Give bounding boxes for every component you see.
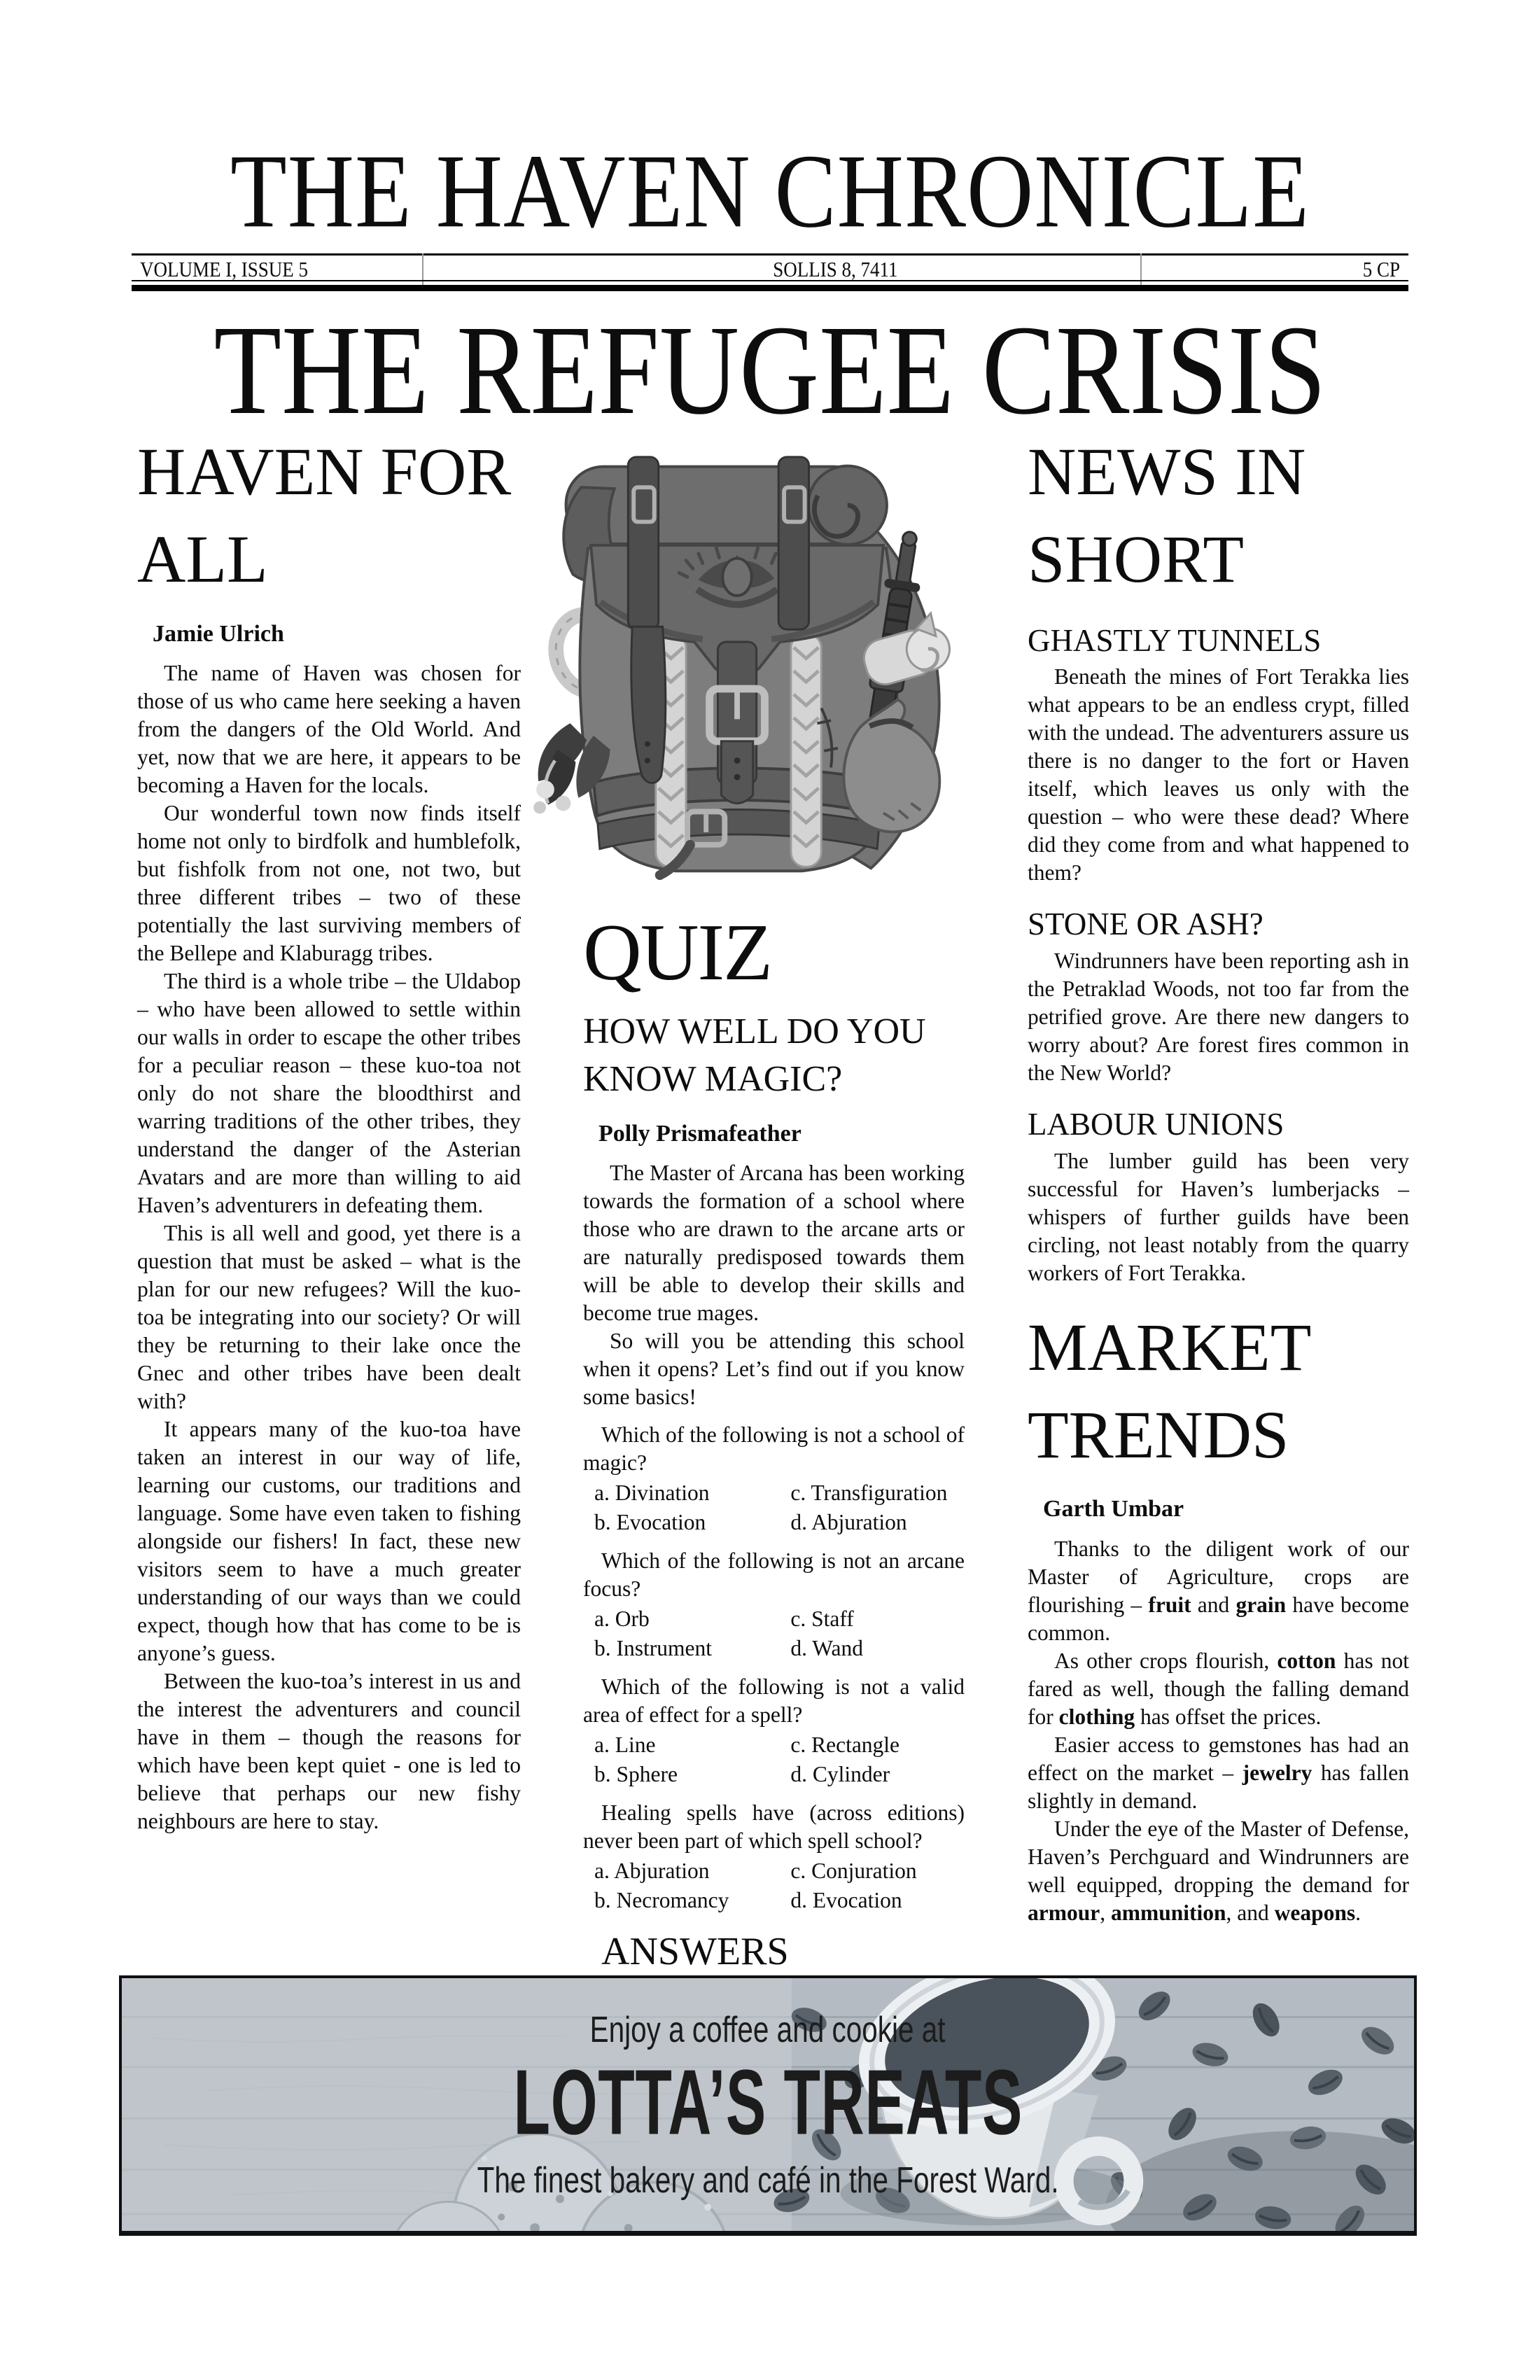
option-b: b. Sphere [594,1762,678,1787]
issue-date: SOLLIS 8, 7411 [773,257,898,281]
column-news-in-short [1028,428,1409,1927]
market-paragraph: Under the eye of the Master of Defense, Haven’s Perchguard and Windrunners are well equipped, dropping the demand for armour, ammunition, and weapons. [1028,1816,1409,1926]
issue-price: 5 CP [1362,257,1400,281]
advert-lottas-treats [119,1975,1417,2236]
quiz-question-1 [583,1421,965,1537]
article-paragraph: This is all well and good, yet there is a question that must be asked – what is the plan for our new refugees? Will the kuo-toa be integrating into our society? Or will they be returning to their lake once the Gnec and other tribes have been dealt with? [137,1221,521,1414]
newspaper-title: THE HAVEN CHRONICLE [230,132,1310,250]
news-heading-stone-or-ash: STONE OR ASH? [1028,906,1264,942]
article-body [137,659,521,1835]
option-c: c. Rectangle [790,1732,900,1758]
advert-text [122,1978,1414,2231]
quiz-question-3 [583,1673,965,1789]
byline-garth-umbar: Garth Umbar [1043,1496,1184,1522]
byline-polly-prismafeather: Polly Prismafeather [598,1120,802,1147]
option-d: d. Evocation [790,1888,902,1913]
news-heading-ghastly-tunnels: GHASTLY TUNNELS [1028,622,1322,658]
option-a: a. Abjuration [594,1858,710,1884]
illustration-frame [522,399,955,882]
quiz-paragraph: The Master of Arcana has been working towards the formation of a school where those who are drawn to the arcane arts or are naturally predisposed towards them will be able to develop their skills and become true mages. [583,1161,965,1326]
issue-info-bar [140,258,1400,280]
question-prompt: Healing spells have (across editions) never been part of which spell school? [583,1800,965,1854]
masthead-rule-thick [132,285,1408,291]
news-body: The lumber guild has been very successful for Haven’s lumberjacks – whispers of further guilds have been circling, not least notably from the quarry workers of Fort Terakka. [1028,1148,1409,1285]
advert-tagline: Enjoy a coffee and cookie at [590,2008,946,2050]
news-body: Beneath the mines of Fort Terakka lies what appears to be an endless crypt, filled with the undead. The adventurers assure us there is no danger to the fort or Haven itself, which leaves us only with the question – who were these dead? Where did they come from and what happened to them? [1028,664,1409,886]
question-prompt: Which of the following is not a valid area of effect for a spell? [583,1674,965,1728]
quiz-subtitle: HOW WELL DO YOU KNOW MAGIC? [583,1011,926,1099]
market-paragraph: As other crops flourish, cotton has not fared as well, though the falling demand for clothing has offset the prices. [1028,1648,1409,1730]
option-d: d. Cylinder [790,1762,890,1787]
market-trends-body [1028,1535,1409,1927]
option-a: a. Divination [594,1480,710,1506]
question-options [583,1604,965,1663]
news-heading-labour-unions: LABOUR UNIONS [1028,1107,1284,1142]
quiz-intro [583,1159,965,1411]
advert-subtitle: The finest bakery and café in the Forest Ward. [477,2159,1059,2201]
question-options [583,1730,965,1789]
quiz-title: QUIZ [583,908,772,997]
market-paragraph: Easier access to gemstones has had an effect on the market – jewelry has fallen slightly in demand. [1028,1732,1410,1814]
option-b: b. Instrument [594,1636,712,1661]
article-paragraph: The name of Haven was chosen for those of us who came here seeking a haven from the dangers of the Old World. And yet, now that we are here, it appears to be becoming a Haven for the locals. [137,661,521,798]
byline-jamie-ulrich: Jamie Ulrich [153,620,284,647]
option-d: d. Wand [790,1636,863,1661]
advert-business-name: LOTTA’S TREATS [513,2050,1023,2155]
backpack-illustration [522,399,955,882]
volume-issue: VOLUME I, ISSUE 5 [140,257,308,281]
option-c: c. Staff [790,1606,854,1632]
option-b: b. Necromancy [594,1888,729,1913]
option-b: b. Evocation [594,1510,706,1535]
article-paragraph: The third is a whole tribe – the Uldabop – who have been allowed to settle within our walls in order to escape the other tribes for a peculiar reason – these kuo-toa not only do not share the bloodthirst and warring traditions of the other tribes, they understand the danger of the Asterian Avatars and are more than willing to aid Haven’s adventurers in defeating them. [137,969,521,1218]
section-title-news-in-short: NEWS IN SHORT [1028,434,1306,596]
article-title-haven-for-all: HAVEN FOR ALL [137,434,512,596]
column-quiz [583,399,965,2003]
article-paragraph: Our wonderful town now finds itself home not only to birdfolk and humblefolk, but fishfolk from not one, not two, but three different tribes – two of these potentially the last surviving members of the Bellepe and Klaburagg tribes. [137,801,521,966]
option-a: a. Orb [594,1606,650,1632]
masthead-rule-sub [132,280,1408,281]
question-prompt: Which of the following is not an arcane focus? [583,1548,965,1602]
column-haven-for-all [137,428,521,1835]
article-paragraph: It appears many of the kuo-toa have taken an interest in our way of life, learning our customs, our traditions and language. Some have even taken to fishing alongside our fishers! In fact, these new visitors seem to have a much greater understanding of our ways than we could expect, though how that has come to be is anyone’s guess. [137,1417,521,1666]
masthead-rule-top [132,253,1408,255]
article-paragraph: Between the kuo-toa’s interest in us and the interest the adventurers and council have in them – though the reasons for which have been kept quiet - one is led to believe that perhaps our new fishy neighbours are here to stay. [137,1669,521,1834]
quiz-paragraph: So will you be attending this school when it opens? Let’s find out if you know some basics! [583,1329,965,1410]
news-body: Windrunners have been reporting ash in the Petraklad Woods, not too far from the petrified grove. Are there new dangers to worry about? Are forest fires common in the New World? [1028,948,1409,1086]
quiz-question-2 [583,1547,965,1663]
market-paragraph: Thanks to the diligent work of our Master of Agriculture, crops are flourishing – fruit and grain have become common. [1028,1536,1409,1646]
question-options [583,1478,965,1537]
question-prompt: Which of the following is not a school of magic? [583,1422,965,1476]
question-options [583,1856,965,1915]
answers-title: ANSWERS [601,1930,789,1974]
option-a: a. Line [594,1732,656,1758]
quiz-question-4 [583,1799,965,1915]
main-headline: THE REFUGEE CRISIS [214,299,1326,442]
section-title-market-trends: MARKET TRENDS [1028,1309,1310,1472]
option-c: c. Transfiguration [790,1480,948,1506]
option-d: d. Abjuration [790,1510,907,1535]
option-c: c. Conjuration [790,1858,917,1884]
